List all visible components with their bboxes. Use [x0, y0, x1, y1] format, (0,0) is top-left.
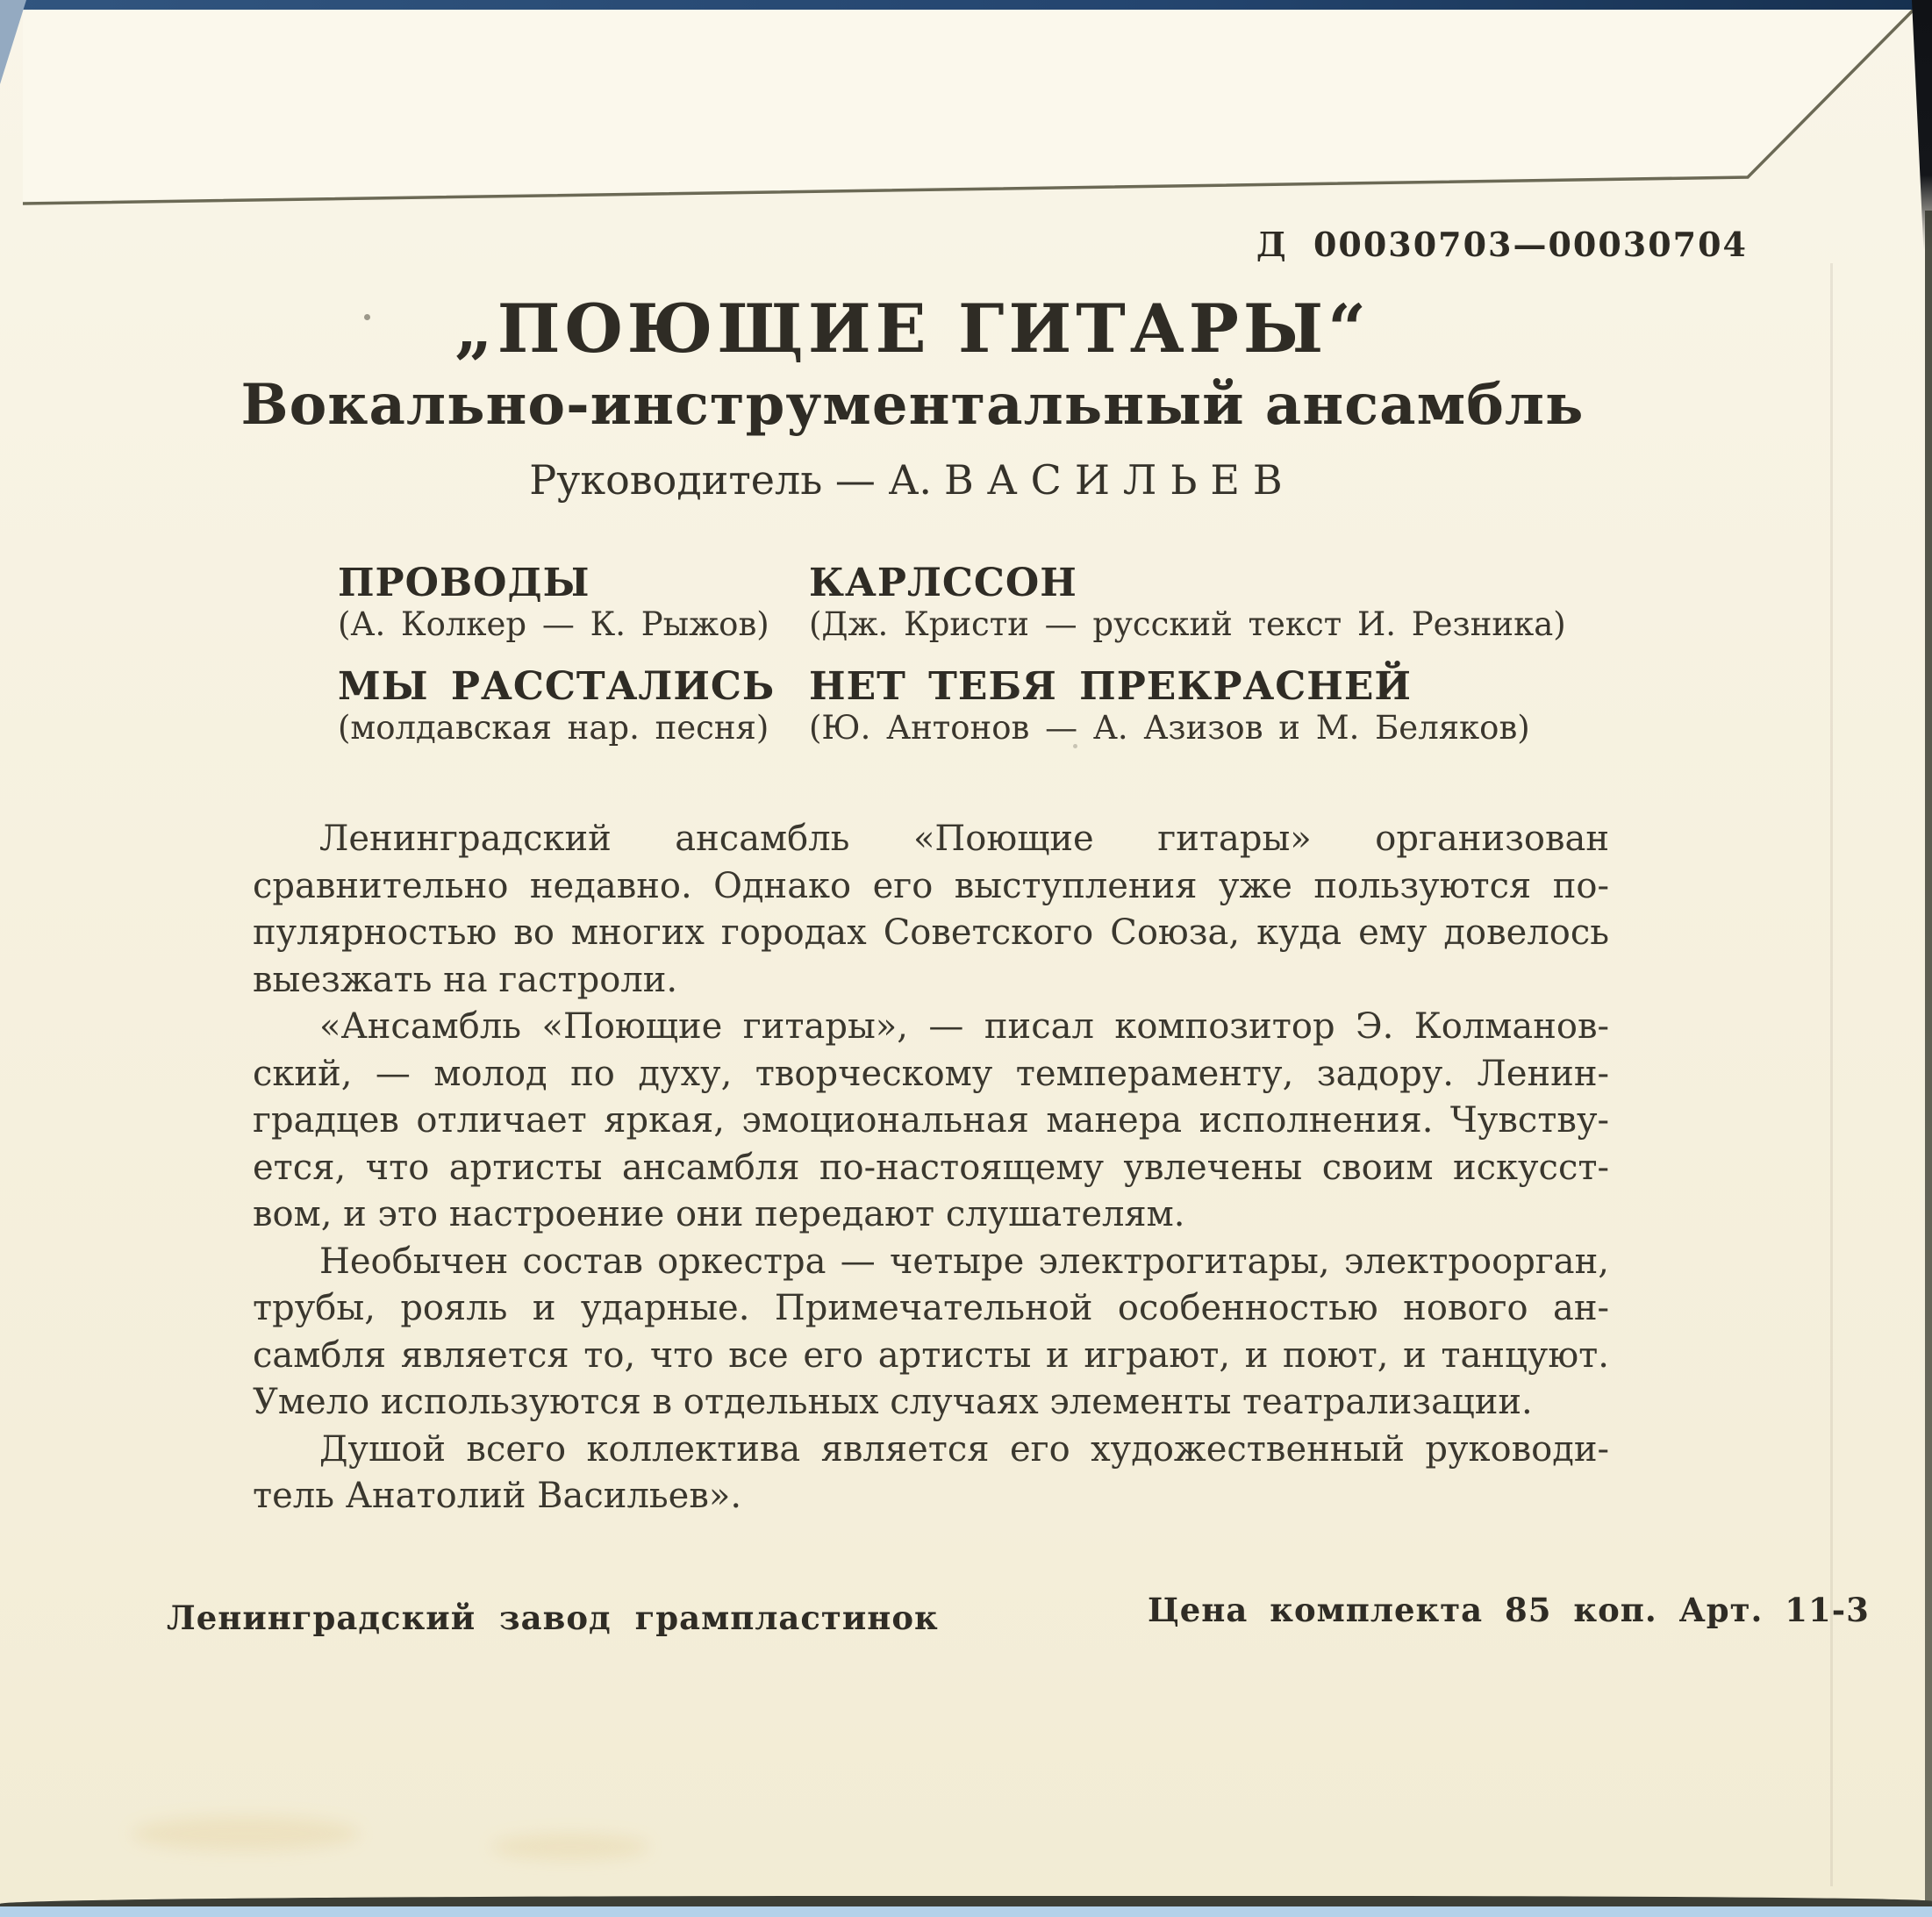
catalog-number: Д 00030703—00030704	[1256, 225, 1748, 264]
liner-line: выезжать на гастроли.	[253, 959, 678, 1000]
liner-line: пулярностью во многих городах Советского Союза, куда ему довелось	[253, 912, 1609, 953]
liner-paragraph	[253, 1427, 1609, 1520]
track-title: НЕТ ТЕБЯ ПРЕКРАСНЕЙ	[809, 664, 1412, 709]
liner-line: Ленинградский ансамбль «Поющие гитары» организован	[319, 819, 1609, 859]
leader-prefix: Руководитель — А.	[529, 456, 932, 504]
album-title: „ПОЮЩИЕ ГИТАРЫ“	[454, 290, 1370, 368]
track-item	[809, 665, 1566, 747]
liner-line: Необычен состав оркестра — четыре электрогитары, электроорган,	[319, 1241, 1609, 1282]
liner-line: «Ансамбль «Поющие гитары», — писал композитор Э. Колманов-	[319, 1006, 1609, 1047]
liner-paragraph	[253, 1004, 1609, 1239]
liner-paragraph	[253, 816, 1609, 1004]
price-and-article: Цена комплекта 85 коп. Арт. 11-3	[1148, 1591, 1870, 1629]
top-edge-strip	[0, 0, 1932, 10]
track-item	[809, 562, 1566, 644]
track-credit: (Ю. Антонов — А. Азизов и М. Беляков)	[809, 709, 1530, 747]
track-title: МЫ РАССТАЛИСЬ	[338, 664, 776, 709]
leader-line	[0, 456, 1825, 504]
track-list	[338, 562, 1566, 747]
liner-line: ский, — молод по духу, творческому темпераменту, задору. Ленин-	[253, 1053, 1609, 1094]
bottom-edge-scanner-blue	[0, 1906, 1932, 1917]
liner-line: вом, и это настроение они передают слушателям.	[253, 1194, 1185, 1234]
liner-line: сравнительно недавно. Однако его выступления уже пользуются по-	[253, 865, 1609, 906]
track-item	[338, 562, 809, 644]
liner-line: трубы, рояль и ударные. Примечательной особенностью нового ан-	[253, 1288, 1609, 1328]
liner-paragraph	[253, 1239, 1609, 1427]
track-credit: (А. Колкер — К. Рыжов)	[338, 605, 769, 643]
album-subtitle: Вокально-инструментальный ансамбль	[240, 372, 1585, 438]
track-credit: (молдавская нар. песня)	[338, 709, 769, 747]
right-edge-line	[1925, 211, 1932, 1906]
factory-credit: Ленинградский завод грампластинок	[167, 1599, 939, 1637]
track-title: КАРЛССОН	[809, 561, 1077, 605]
leader-name: ВАСИЛЬЕВ	[943, 456, 1296, 504]
liner-line: Умело используются в отдельных случаях элементы театрализации.	[253, 1382, 1533, 1422]
track-title: ПРОВОДЫ	[338, 561, 590, 605]
paper-stain	[132, 1816, 360, 1851]
track-credit: (Дж. Кристи — русский текст И. Резника)	[809, 605, 1566, 643]
liner-line: ется, что артисты ансамбля по-настоящему увлечены своим искусст-	[253, 1147, 1609, 1188]
liner-line: самбля является то, что все его артисты и играют, и поют, и танцуют.	[253, 1334, 1609, 1376]
track-item	[338, 665, 809, 747]
paper-stain	[491, 1834, 649, 1860]
liner-line: Душой всего коллектива является его художественный руководи-	[319, 1428, 1609, 1470]
liner-line: градцев отличает яркая, эмоциональная манера исполнения. Чувству-	[253, 1100, 1609, 1141]
paper-crease	[1830, 263, 1833, 1886]
liner-notes	[253, 816, 1609, 1520]
liner-line: тель Анатолий Васильев».	[253, 1476, 742, 1516]
flap-face	[23, 7, 1916, 204]
